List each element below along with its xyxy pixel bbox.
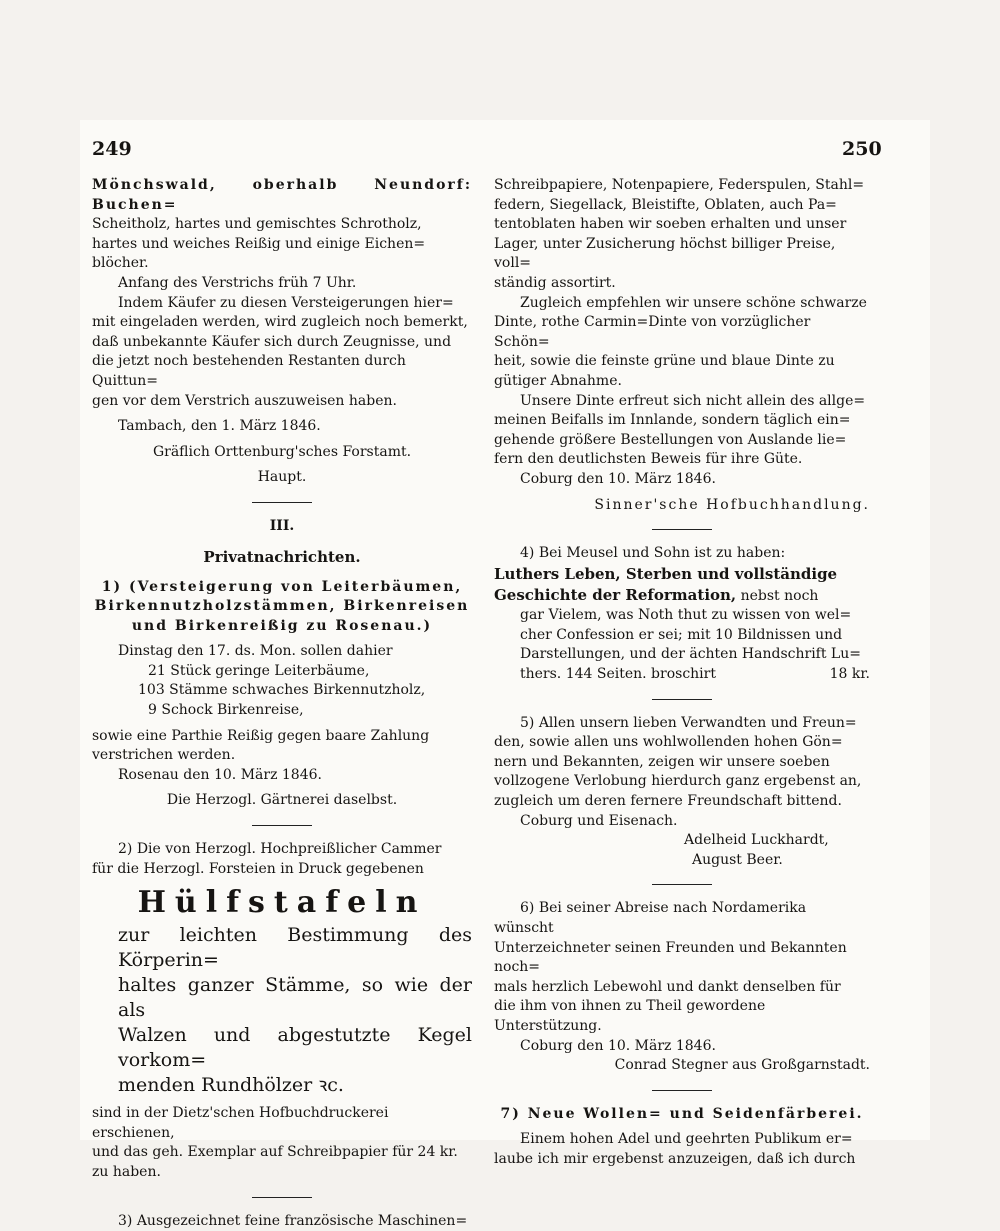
section-number: III.	[269, 517, 295, 534]
text-line: 6) Bei seiner Abreise nach Nordamerika wünscht	[494, 900, 807, 936]
page-number-right: 250	[842, 138, 882, 160]
text-line: Schreibpapiere, Notenpapiere, Federspulen, Stahl=	[494, 177, 865, 193]
notice-item-5	[494, 714, 870, 871]
page-number-left: 249	[92, 138, 132, 160]
book-title: Geschichte der Reformation,	[494, 585, 737, 604]
text-line: Unsere Dinte erfreut sich nicht allein des allge=	[520, 392, 866, 409]
text-line: blöcher.	[92, 255, 149, 272]
text-line: mit eingeladen werden, wird zugleich noch bemerkt,	[92, 314, 468, 331]
auction-start: Anfang des Verstrichs früh 7 Uhr.	[118, 274, 357, 291]
text-line: Zugleich empfehlen wir unsere schöne schwarze	[520, 294, 867, 311]
text-line: mals herzlich Lebewohl und dankt denselben für	[494, 978, 841, 995]
text-line: Mönchswald, oberhalb Neundorf: Buchen=	[92, 177, 472, 213]
text-line: für die Herzogl. Forsteien in Druck gegebenen	[92, 860, 424, 877]
place-date: Tambach, den 1. März 1846.	[118, 418, 321, 435]
text-line: Scheitholz, hartes und gemischtes Schrotholz,	[92, 216, 422, 233]
place-date: Coburg den 10. März 1846.	[520, 1037, 716, 1054]
left-column	[92, 176, 472, 1231]
text-line: gütiger Abnahme.	[494, 372, 622, 389]
list-item: 21 Stück geringe Leiterbäume,	[148, 662, 370, 679]
notice-item-2	[92, 840, 472, 1183]
text-line: Einem hohen Adel und geehrten Publikum er=	[520, 1131, 853, 1148]
divider-rule	[652, 529, 712, 530]
signature: Conrad Stegner aus Großgarnstadt.	[614, 1057, 870, 1074]
text-line	[494, 665, 870, 685]
large-text-line: menden Rundhölzer ꝛc.	[118, 1074, 344, 1097]
divider-rule	[252, 825, 312, 826]
place: Coburg und Eisenach.	[520, 812, 678, 829]
text-line: tentoblaten haben wir soeben erhalten und unser	[494, 216, 847, 233]
text-line: sind in der Dietz'schen Hofbuchdruckerei erschienen,	[92, 1105, 389, 1141]
notice-item-1	[92, 578, 472, 812]
text-line	[494, 585, 870, 607]
text-line: und das geh. Exemplar auf Schreibpapier für 24 kr.	[92, 1144, 458, 1161]
forest-listing	[92, 176, 472, 274]
text-line: federn, Siegellack, Bleistifte, Oblaten, auch Pa=	[494, 196, 837, 213]
text-line: gar Vielem, was Noth thut zu wissen von wel=	[520, 607, 852, 624]
name: August Beer.	[692, 851, 783, 868]
notice-item-3-start: 3) Ausgezeichnet feine französische Maschinen=	[118, 1212, 468, 1229]
text-line: Dinte, rothe Carmin=Dinte von vorzüglicher Schön=	[494, 314, 811, 350]
text-line: vollzogene Verlobung hierdurch ganz ergebenst an,	[494, 773, 862, 790]
large-text-line: Walzen und abgestutzte Kegel vorkom=	[118, 1024, 472, 1072]
text-line: Darstellungen, und der ächten Handschrift Lu=	[520, 646, 861, 663]
book-title: Luthers Leben, Sterben und vollständige	[494, 564, 838, 583]
divider-rule	[252, 1197, 312, 1198]
divider-rule	[252, 502, 312, 503]
text-line: Unterzeichneter seinen Freunden und Bekannten noch=	[494, 939, 847, 976]
section-title: Privatnachrichten.	[203, 547, 361, 566]
text-line: hartes und weiches Reißig und einige Eichen=	[92, 235, 426, 252]
signature: Sinner'sche Hofbuchhandlung.	[594, 496, 870, 513]
signature: Die Herzogl. Gärtnerei daselbst.	[166, 792, 398, 809]
text-line: gehende größere Bestellungen von Auslande lie=	[494, 431, 847, 448]
text-line: die ihm von ihnen zu Theil gewordene Unterstützung.	[494, 998, 766, 1034]
text-line: 2) Die von Herzogl. Hochpreißlicher Cammer	[118, 841, 442, 858]
text-line: sowie eine Parthie Reißig gegen baare Zahlung	[92, 727, 430, 744]
text-line: Lager, unter Zusicherung höchst billiger Preise, voll=	[494, 235, 836, 272]
text-fragment: nebst noch	[736, 587, 819, 604]
text-line: Indem Käufer zu diesen Versteigerungen hier=	[118, 294, 454, 311]
issuing-office: Gräflich Orttenburg'sches Forstamt.	[152, 443, 412, 460]
text-line: gen vor dem Verstrich auszuweisen haben.	[92, 392, 397, 409]
text-line: cher Confession er sei; mit 10 Bildnissen und	[520, 626, 843, 643]
text-line: 4) Bei Meusel und Sohn ist zu haben:	[520, 545, 786, 562]
text-line: zugleich um deren fernere Freundschaft bittend.	[494, 793, 842, 810]
divider-rule	[652, 884, 712, 885]
divider-rule	[652, 699, 712, 700]
right-column	[494, 176, 870, 1170]
text-line: laube ich mir ergebenst anzuzeigen, daß ich durch	[494, 1150, 856, 1167]
headline: Hülfstafeln	[137, 885, 427, 921]
text-line: verstrichen werden.	[92, 747, 236, 764]
place-date: Rosenau den 10. März 1846.	[118, 766, 322, 783]
text-line: daß unbekannte Käufer sich durch Zeugnisse, und	[92, 333, 452, 350]
text-line: heit, sowie die feinste grüne und blaue Dinte zu	[494, 353, 835, 370]
item-title-line: und Birkenreißig zu Rosenau.)	[131, 617, 433, 634]
notice-item-3-continued	[494, 176, 870, 515]
text-line: Dinstag den 17. ds. Mon. sollen dahier	[118, 643, 393, 660]
signature: Haupt.	[257, 469, 307, 486]
item-title: 7) Neue Wollen= und Seidenfärberei.	[500, 1105, 864, 1122]
text-line: den, sowie allen uns wohlwollenden hohen Gön=	[494, 734, 843, 751]
list-item: 9 Schock Birkenreise,	[148, 702, 304, 719]
text-line: meinen Beifalls im Innlande, sondern täglich ein=	[494, 412, 851, 429]
text-line: fern den deutlichsten Beweis für ihre Güte.	[494, 451, 803, 468]
buyer-notice	[92, 294, 472, 412]
large-text-line: haltes ganzer Stämme, so wie der als	[118, 974, 472, 1022]
item-title-line: Birkennutzholzstämmen, Birkenreisen	[94, 598, 470, 615]
price: 18 kr.	[829, 666, 870, 683]
text-line: ständig assortirt.	[494, 274, 616, 291]
notice-item-7	[494, 1105, 870, 1170]
list-item: 103 Stämme schwaches Birkennutzholz,	[138, 682, 426, 699]
text-fragment: thers. 144 Seiten. broschirt	[520, 666, 716, 683]
large-text-line: zur leichten Bestimmung des Körperin=	[118, 924, 472, 972]
notice-item-4	[494, 544, 870, 685]
text-line: 5) Allen unsern lieben Verwandten und Freun=	[520, 714, 857, 731]
text-line: nern und Bekannten, zeigen wir unsere soeben	[494, 753, 830, 770]
divider-rule	[652, 1090, 712, 1091]
notice-item-6	[494, 899, 870, 1075]
text-line: die jetzt noch bestehenden Restanten durch Quittun=	[92, 353, 406, 389]
item-title-line: 1) (Versteigerung von Leiterbäumen,	[101, 578, 463, 595]
place-date: Coburg den 10. März 1846.	[520, 470, 716, 487]
text-line: zu haben.	[92, 1164, 161, 1180]
name: Adelheid Luckhardt,	[684, 832, 829, 849]
